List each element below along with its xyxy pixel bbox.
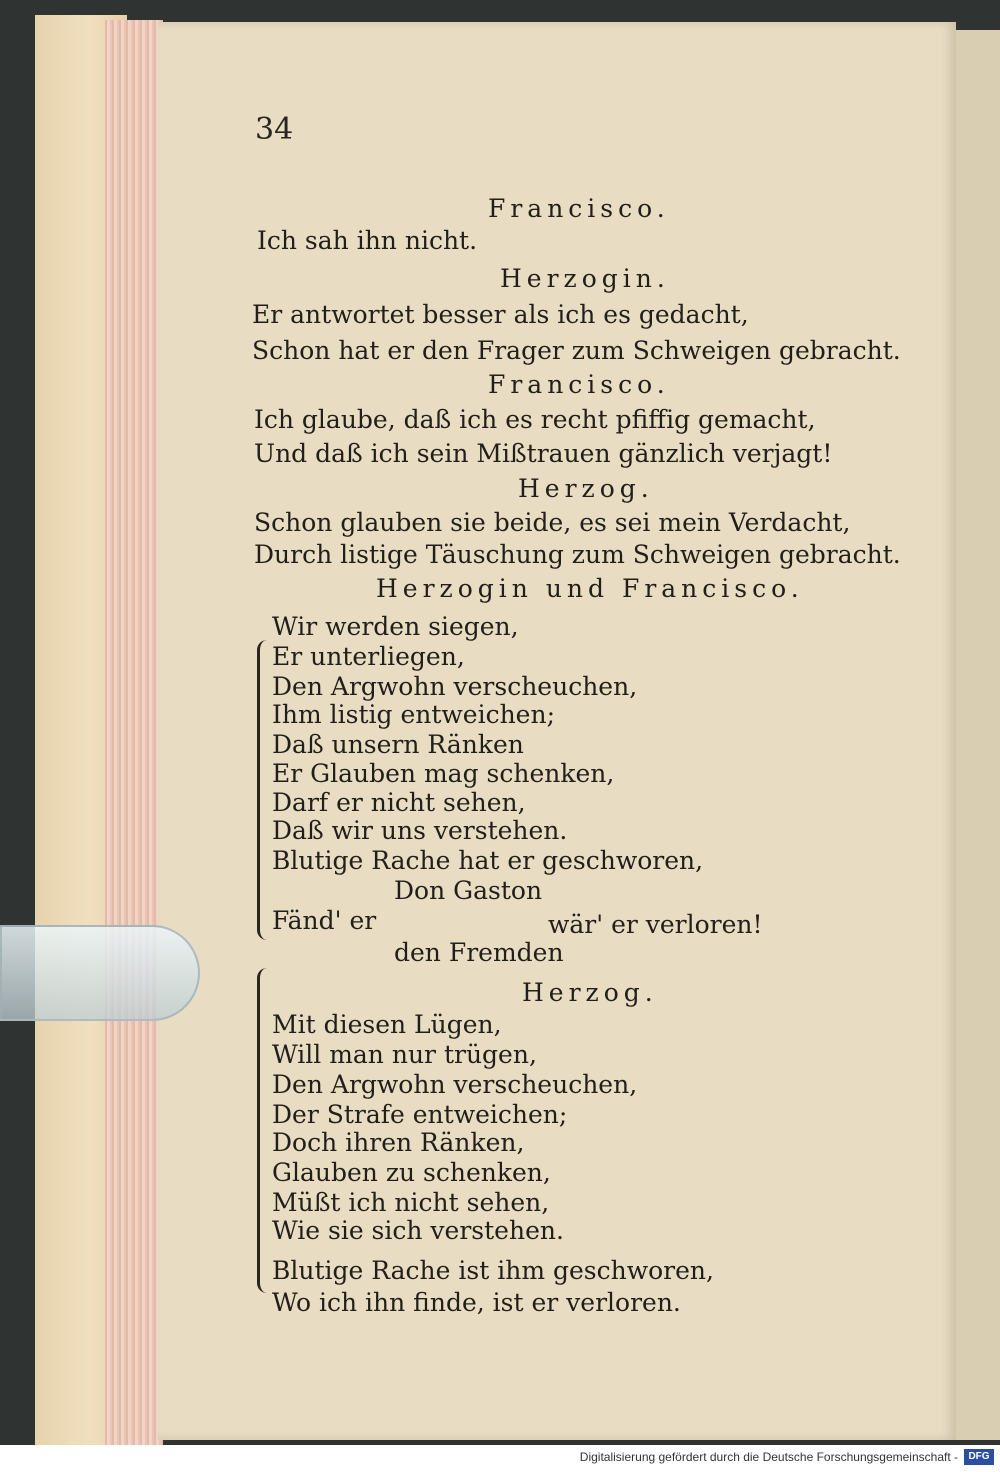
verse-line: wär' er verloren! [548, 910, 763, 939]
page-holder-clip [0, 925, 200, 1021]
verse-line: Ich glaube, daß ich es recht pfiffig gemacht, [254, 405, 816, 434]
speaker-francisco: Francisco. [488, 194, 670, 223]
verse-line: Schon glauben sie beide, es sei mein Verdacht, [254, 508, 851, 537]
page-number: 34 [255, 112, 294, 147]
verse-line: Daß unsern Ränken [272, 730, 524, 759]
verse-line: Und daß ich sein Mißtrauen gänzlich verjagt! [254, 439, 833, 468]
verse-line: Darf er nicht sehen, [272, 788, 526, 817]
verse-line: Schon hat er den Frager zum Schweigen gebracht. [252, 336, 901, 365]
footer-credit: Digitalisierung gefördert durch die Deutsche Forschungsgemeinschaft - [579, 1450, 958, 1464]
dfg-logo: DFG [964, 1449, 994, 1465]
verse-line: Wie sie sich verstehen. [272, 1216, 564, 1245]
verse-line: den Fremden [394, 938, 564, 967]
speaker-herzogin: Herzogin. [500, 264, 670, 293]
verse-line: Glauben zu schenken, [272, 1158, 551, 1187]
verse-line: Der Strafe entweichen; [272, 1100, 568, 1129]
verse-line: Ihm listig entweichen; [272, 700, 555, 729]
verse-line: Er antwortet besser als ich es gedacht, [252, 300, 749, 329]
verse-line: Don Gaston [394, 876, 543, 905]
speaker-herzog: Herzog. [518, 474, 654, 503]
verse-line: Doch ihren Ränken, [272, 1128, 525, 1157]
verse-line: Wir werden siegen, [272, 612, 519, 641]
speaker-herzogin-und-francisco: Herzogin und Francisco. [376, 574, 804, 603]
verse-line: Ich sah ihn nicht. [257, 226, 478, 255]
verse-line: Den Argwohn verscheuchen, [272, 672, 638, 701]
verse-line: Daß wir uns verstehen. [272, 816, 568, 845]
verse-line: Blutige Rache hat er geschworen, [272, 846, 704, 875]
next-page-edge [956, 30, 1000, 1440]
verse-line: Blutige Rache ist ihm geschworen, [272, 1256, 714, 1285]
verse-line: Will man nur trügen, [272, 1040, 537, 1069]
verse-line: Fänd' er [272, 906, 377, 935]
speaker-herzog: Herzog. [522, 978, 658, 1007]
verse-line: Durch listige Täuschung zum Schweigen gebracht. [254, 540, 901, 569]
verse-line: Den Argwohn verscheuchen, [272, 1070, 638, 1099]
speaker-francisco: Francisco. [488, 370, 670, 399]
verse-line: Er unterliegen, [272, 642, 465, 671]
verse-line: Wo ich ihn finde, ist er verloren. [272, 1288, 681, 1317]
verse-line: Mit diesen Lügen, [272, 1010, 502, 1039]
page-edges [105, 20, 163, 1445]
verse-line: Müßt ich nicht sehen, [272, 1188, 550, 1217]
verse-line: Er Glauben mag schenken, [272, 759, 615, 788]
